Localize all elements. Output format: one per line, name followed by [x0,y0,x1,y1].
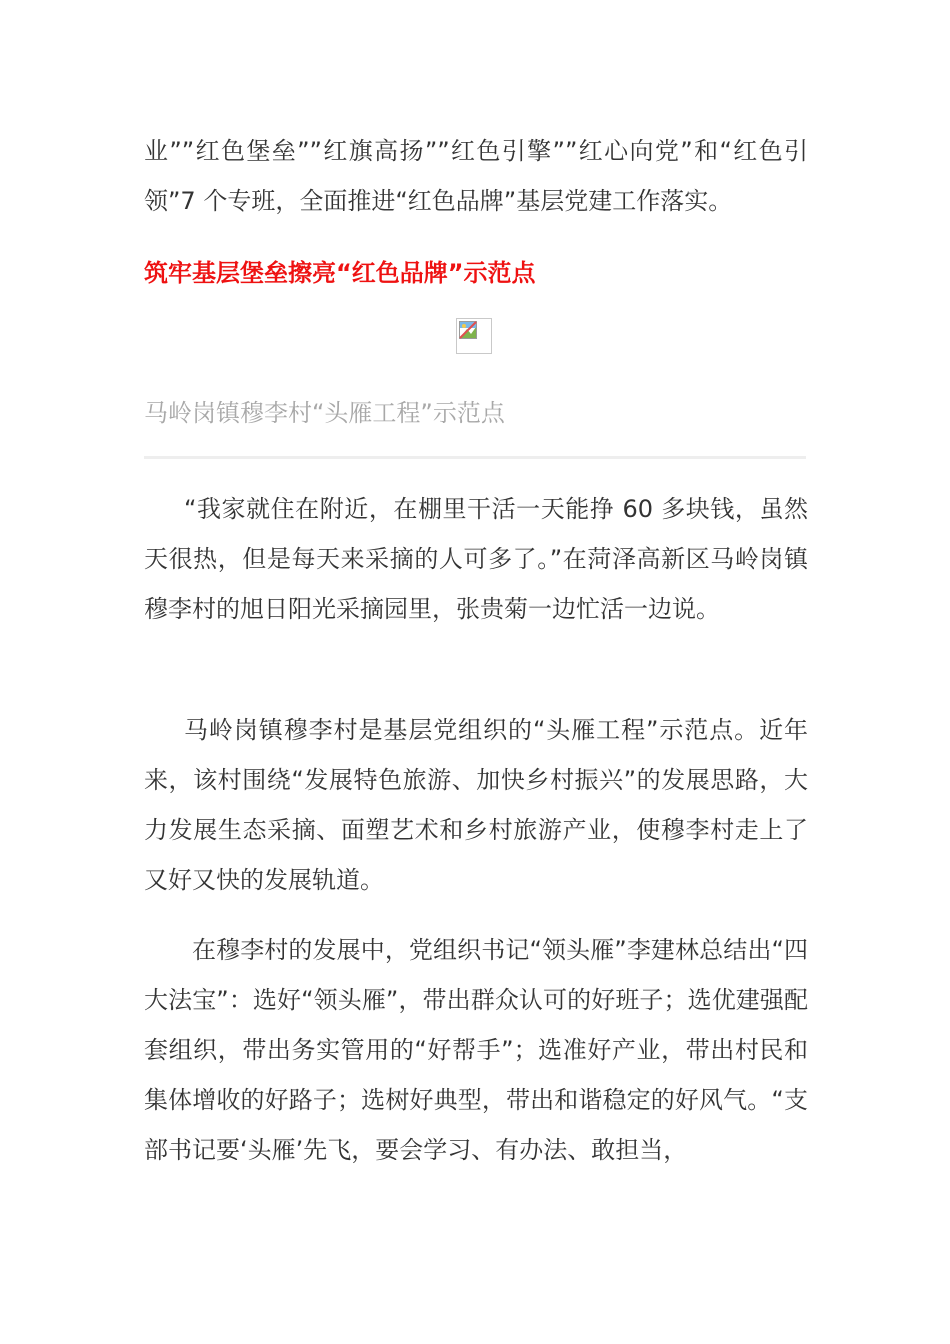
body-paragraph: 在穆李村的发展中，党组织书记“领头雁”李建林总结出“四大法宝”：选好“领头雁”，带出群众认可的好班子；选优建强配套组织，带出务实管用的“好帮手”；选准好产业，带出村民和集体增收的好路子；选树好典型，带出和谐稳定的好风气。“支部书记要‘头雁’先飞，要会学习、有办法、敢担当， [144,936,808,1164]
section-heading: 筑牢基层堡垒擦亮“红色品牌”示范点 [144,259,536,287]
broken-image-icon [459,321,477,339]
caption-divider [144,456,806,459]
article-image [456,318,492,354]
intro-paragraph: 业””红色堡垒””红旗高扬””红色引擎””红心向党”和“红色引领”7 个专班，全面推进“红色品牌”基层党建工作落实。 [144,137,808,215]
image-caption: 马岭岗镇穆李村“头雁工程”示范点 [144,399,505,427]
body-paragraph: “我家就住在附近，在棚里干活一天能挣 60 多块钱，虽然天很热，但是每天来采摘的人可多了。”在菏泽高新区马岭岗镇穆李村的旭日阳光采摘园里，张贵菊一边忙活一边说。 [144,495,808,623]
body-paragraph: 马岭岗镇穆李村是基层党组织的“头雁工程”示范点。近年来，该村围绕“发展特色旅游、加快乡村振兴”的发展思路，大力发展生态采摘、面塑艺术和乡村旅游产业，使穆李村走上了又好又快的发展轨道。 [144,716,808,894]
